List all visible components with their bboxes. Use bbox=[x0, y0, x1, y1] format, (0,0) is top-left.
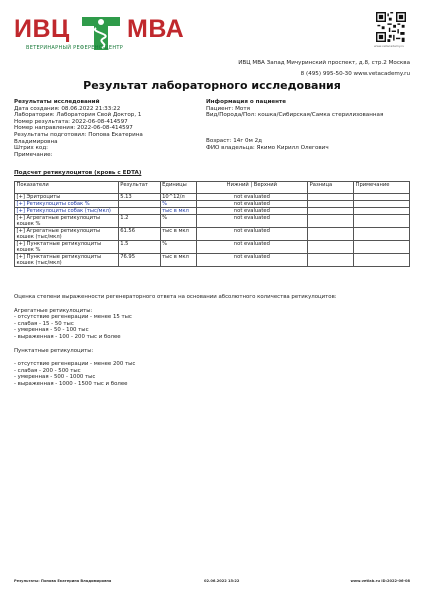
address-line: ИВЦ МВА Запад Мичуринский проспект, д.8, стр.2 Москва bbox=[238, 60, 410, 66]
aggregate-heading: Агрегатные ретикулоциты: bbox=[14, 307, 93, 314]
row-name: [+] Пунктатные ретикулоциты кошек % bbox=[15, 241, 119, 254]
punctate-line: - выраженная - 1000 - 1500 тыс и более bbox=[14, 380, 128, 387]
row-range: not evaluated bbox=[196, 194, 308, 201]
row-unit: % bbox=[160, 241, 196, 254]
aggregate-line: - слабая - 15 - 50 тыс bbox=[14, 320, 74, 327]
aggregate-line: - выраженная - 100 - 200 тыс и более bbox=[14, 333, 121, 340]
punctate-line: - умеренная - 500 - 1000 тыс bbox=[14, 374, 96, 381]
row-result: 5.13 bbox=[118, 194, 160, 201]
logo-text-left: ИВЦ bbox=[14, 15, 70, 43]
row-comment bbox=[354, 208, 410, 215]
footer-id: www.vetlab.ru ID:2022-06-08 bbox=[350, 579, 410, 583]
reference-notes bbox=[14, 294, 410, 388]
row-comment bbox=[354, 254, 410, 267]
barcode-label: Штрих код: bbox=[14, 145, 49, 152]
contact-line: 8 (495) 995-50-30 www.vetacademy.ru bbox=[300, 71, 410, 77]
row-name: [+] Агрегатные ретикулоциты кошек (тыс/мкл) bbox=[15, 228, 119, 241]
row-name[interactable]: [+] Ретикулоциты собак (тыс/мкл) bbox=[15, 208, 119, 215]
punctate-line: - слабая - 200 - 500 тыс bbox=[14, 367, 81, 374]
col-header: Нижний | Верхний bbox=[196, 182, 308, 194]
row-difference bbox=[308, 208, 354, 215]
patient-info-2 bbox=[206, 138, 412, 151]
row-result: 1.5 bbox=[118, 241, 160, 254]
note-label: Примечание: bbox=[14, 151, 53, 158]
col-header: Результат bbox=[118, 182, 160, 194]
row-unit: % bbox=[160, 201, 196, 208]
results-heading: Результаты исследований bbox=[14, 99, 100, 105]
row-name[interactable]: [+] Ретикулоциты собак % bbox=[15, 201, 119, 208]
notes-intro: Оценка степени выраженности регенераторного ответа на основании абсолютного количества ретикулоцитов: bbox=[14, 294, 337, 300]
patient-species: Вид/Порода/Пол: кошка/Сибирская/Самка стерилизованная bbox=[206, 112, 384, 119]
row-unit: тыс в мкл bbox=[160, 208, 196, 215]
row-name: [+] Агрегатные ретикулоциты кошек % bbox=[15, 215, 119, 228]
qr-caption: www.vetacademy.ru bbox=[374, 44, 405, 48]
row-result: 76.95 bbox=[118, 254, 160, 267]
row-range: not evaluated bbox=[196, 254, 308, 267]
prepared-by: Результаты подготовил: Попова Екатерина bbox=[14, 131, 143, 138]
col-header: Примечание bbox=[354, 182, 410, 194]
logo-subtitle: ВЕТЕРИНАРНЫЙ РЕФЕРЕНС-ЦЕНТР bbox=[26, 45, 124, 51]
row-range: not evaluated bbox=[196, 208, 308, 215]
laboratory: Лаборатория: Лаборатория Свой Доктор, 1 bbox=[14, 112, 142, 119]
patient-info bbox=[206, 99, 412, 119]
table-row bbox=[15, 208, 410, 215]
created-date: Дата создания: 08.06.2022 21:33:22 bbox=[14, 105, 121, 112]
row-difference bbox=[308, 194, 354, 201]
col-header: Разница bbox=[308, 182, 354, 194]
patient-age: Возраст: 14г 0м 2д bbox=[206, 138, 263, 144]
row-unit: тыс в мкл bbox=[160, 254, 196, 267]
punctate-line: - отсутствие регенерации - менее 200 тыс bbox=[14, 361, 136, 368]
punctate-heading: Пунктатные ретикулоциты: bbox=[14, 347, 94, 354]
table-caption: Подсчет ретикулоцитов (кровь с EDTA) bbox=[14, 170, 142, 176]
row-result bbox=[118, 201, 160, 208]
patient-heading: Информация о пациенте bbox=[206, 99, 287, 105]
table-row bbox=[15, 241, 410, 254]
row-difference bbox=[308, 201, 354, 208]
clinic-address bbox=[238, 58, 410, 80]
row-unit: 10^12/л bbox=[160, 194, 196, 201]
row-difference bbox=[308, 254, 354, 267]
col-header: Показатели bbox=[15, 182, 119, 194]
results-table bbox=[14, 181, 410, 267]
row-comment bbox=[354, 228, 410, 241]
row-difference bbox=[308, 215, 354, 228]
logo-text-right: МВА bbox=[127, 15, 185, 43]
row-range: not evaluated bbox=[196, 228, 308, 241]
row-name: [+] Пунктатные ретикулоциты кошек (тыс/мкл) bbox=[15, 254, 119, 267]
table-row bbox=[15, 254, 410, 267]
row-unit: % bbox=[160, 215, 196, 228]
row-range: not evaluated bbox=[196, 241, 308, 254]
row-result: 61.56 bbox=[118, 228, 160, 241]
row-comment bbox=[354, 201, 410, 208]
table-row bbox=[15, 194, 410, 201]
prepared-by-cont: Владимировна bbox=[14, 138, 58, 145]
record-number: Номер результата: 2022-06-08-414597 bbox=[14, 118, 128, 125]
row-difference bbox=[308, 228, 354, 241]
referral-number: Номер направления: 2022-06-08-414597 bbox=[14, 125, 133, 132]
clinic-logo bbox=[14, 14, 194, 54]
results-info bbox=[14, 99, 204, 158]
row-range: not evaluated bbox=[196, 215, 308, 228]
aggregate-line: - отсутствие регенерации - менее 15 тыс bbox=[14, 314, 132, 321]
row-comment bbox=[354, 215, 410, 228]
aggregate-line: - умеренная - 50 - 100 тыс bbox=[14, 327, 89, 334]
owner-name: ФИО владельца: Якимо Кирилл Олегович bbox=[206, 144, 329, 151]
footer-date: 02.06.2022 15:22 bbox=[204, 579, 240, 583]
row-comment bbox=[354, 194, 410, 201]
table-row bbox=[15, 228, 410, 241]
row-result bbox=[118, 208, 160, 215]
patient-name: Пациент: Мотя bbox=[206, 105, 250, 112]
row-comment bbox=[354, 241, 410, 254]
table-header-row bbox=[15, 182, 410, 194]
row-name: [+] Эритроциты bbox=[15, 194, 119, 201]
page-title: Результат лабораторного исследования bbox=[83, 79, 341, 92]
qr-code-icon bbox=[376, 12, 406, 42]
row-range: not evaluated bbox=[196, 201, 308, 208]
table-row bbox=[15, 201, 410, 208]
col-header: Единицы bbox=[160, 182, 196, 194]
row-difference bbox=[308, 241, 354, 254]
row-result: 1.2 bbox=[118, 215, 160, 228]
table-row bbox=[15, 215, 410, 228]
footer-signature: Результаты: Попова Екатерина Владимировна bbox=[14, 579, 112, 583]
row-unit: тыс в мкл bbox=[160, 228, 196, 241]
